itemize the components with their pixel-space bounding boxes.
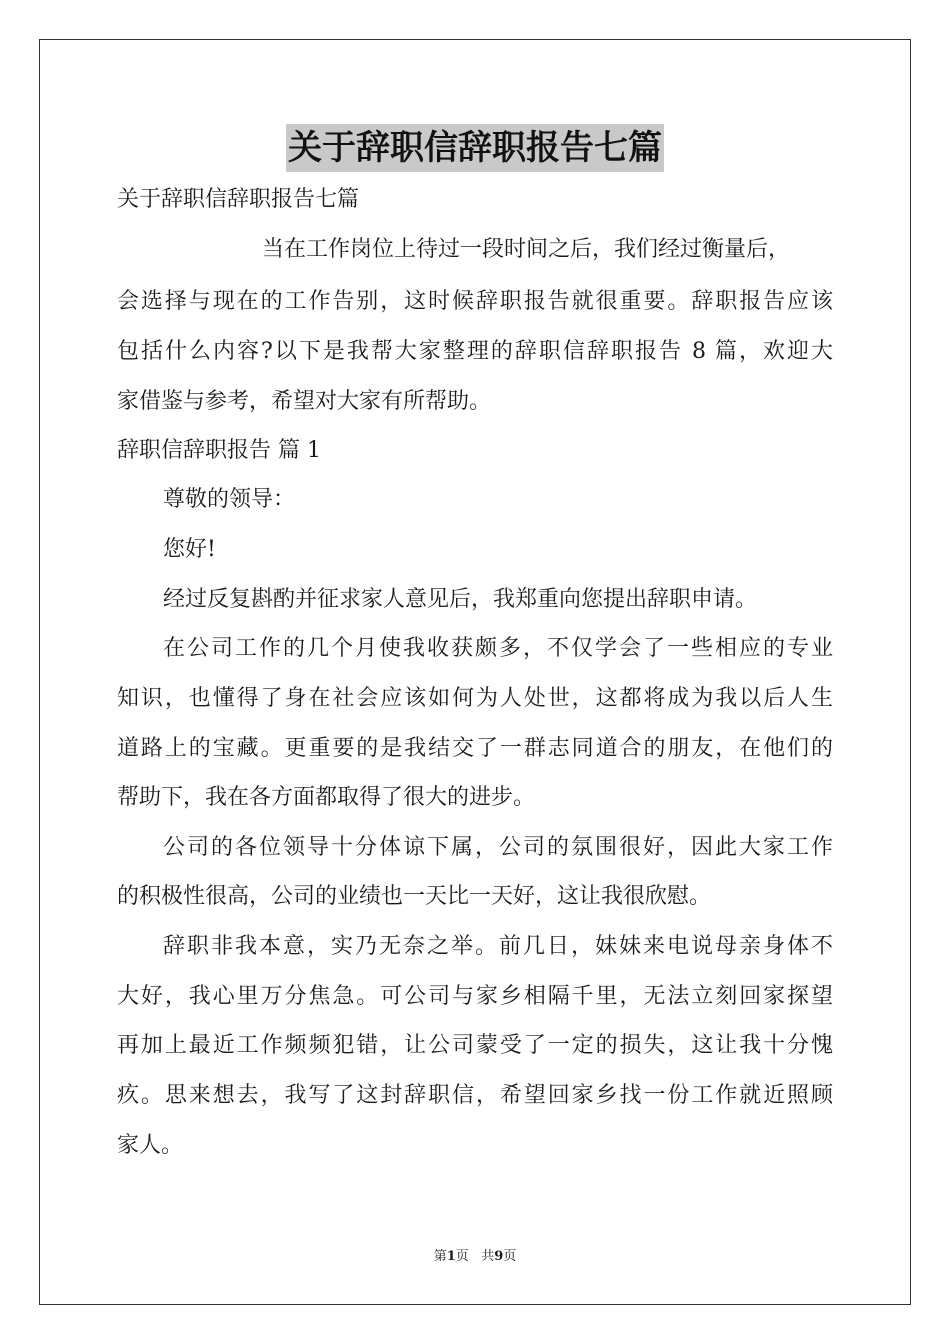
body-line: 道路上的宝藏。更重要的是我结交了一群志同道合的朋友，在他们的: [117, 736, 833, 761]
body-line: 疚。思来想去，我写了这封辞职信，希望回家乡找一份工作就近照顾: [117, 1083, 833, 1108]
total-pages-unit: 页: [503, 1249, 517, 1264]
body-line: 经过反复斟酌并征求家人意见后，我郑重向您提出辞职申请。: [163, 587, 758, 612]
total-pages-count: 9: [494, 1249, 504, 1264]
section-heading: 辞职信辞职报告 篇 1: [117, 438, 321, 463]
body-line: 大好，我心里万分焦急。可公司与家乡相隔千里，无法立刻回家探望: [117, 984, 833, 1009]
body-line: 再加上最近工作频频犯错，让公司蒙受了一定的损失，这让我十分愧: [117, 1033, 833, 1058]
intro-line: 家借鉴与参考，希望对大家有所帮助。: [117, 389, 492, 414]
document-subtitle: 关于辞职信辞职报告七篇: [117, 187, 360, 212]
greeting: 您好!: [163, 537, 216, 562]
total-pages-prefix: 共: [481, 1249, 495, 1264]
page-number-current: 1: [446, 1249, 456, 1264]
title-container: [0, 124, 950, 172]
page-number-unit: 页: [455, 1249, 469, 1264]
body-line: 知识，也懂得了身在社会应该如何为人处世，这都将成为我以后人生: [117, 686, 833, 711]
page-number-prefix: 第: [433, 1249, 447, 1264]
page-footer: [0, 1248, 950, 1266]
body-line: 家人。: [117, 1133, 184, 1158]
body-line: 辞职非我本意，实乃无奈之举。前几日，妹妹来电说母亲身体不: [163, 934, 833, 959]
body-line: 的积极性很高，公司的业绩也一天比一天好，这让我很欣慰。: [117, 884, 712, 909]
intro-line: 当在工作岗位上待过一段时间之后，我们经过衡量后，: [262, 237, 791, 262]
page-border: [39, 39, 911, 1305]
intro-line: 会选择与现在的工作告别，这时候辞职报告就很重要。辞职报告应该: [117, 289, 833, 314]
body-line: 帮助下，我在各方面都取得了很大的进步。: [117, 785, 536, 810]
intro-line: 包括什么内容?以下是我帮大家整理的辞职信辞职报告 8 篇，欢迎大: [117, 339, 833, 364]
document-title: 关于辞职信辞职报告七篇: [286, 124, 664, 172]
body-line: 公司的各位领导十分体谅下属，公司的氛围很好，因此大家工作: [163, 835, 833, 860]
salutation: 尊敬的领导：: [163, 487, 296, 512]
body-line: 在公司工作的几个月使我收获颇多，不仅学会了一些相应的专业: [163, 636, 833, 661]
